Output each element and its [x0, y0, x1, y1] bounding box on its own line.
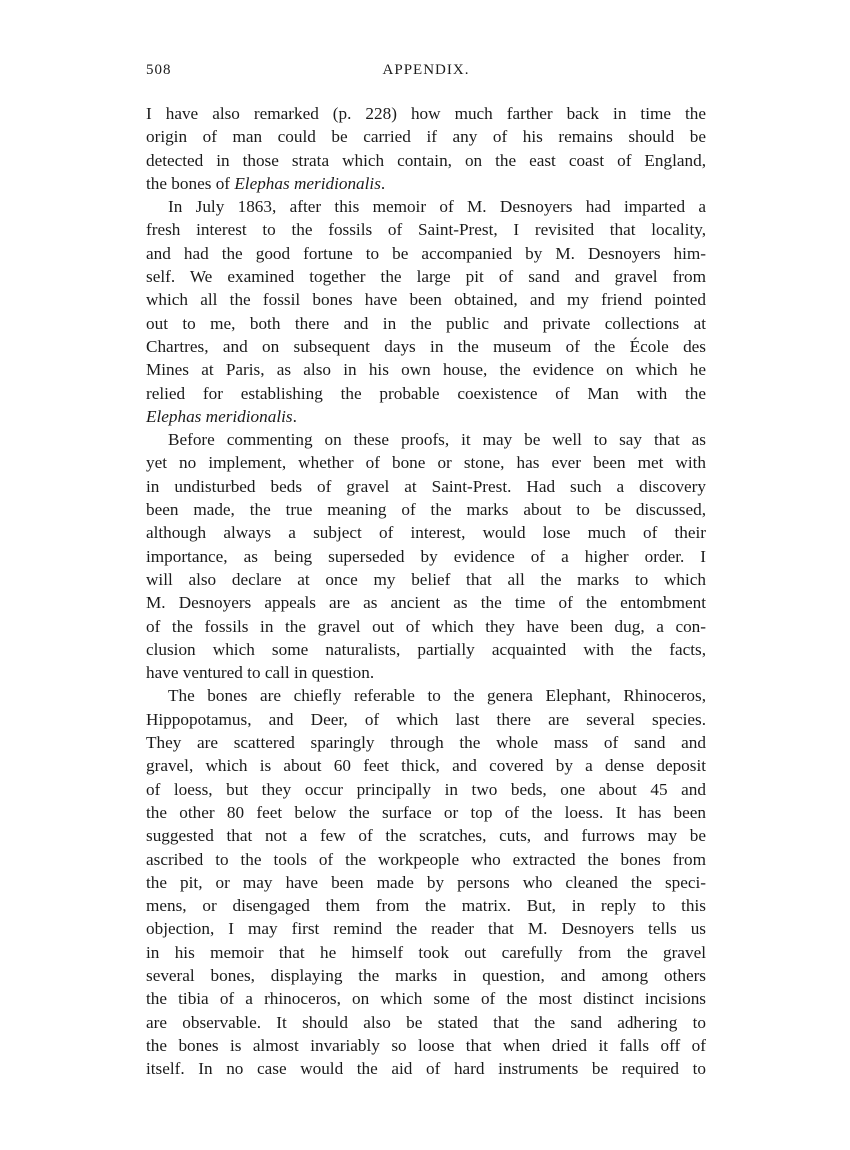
text-line: relied for establishing the probable coexistence of Man with the [146, 383, 706, 403]
text-line: In July 1863, after this memoir of M. Desnoyers had imparted a [168, 197, 706, 217]
text-line: Hippopotamus, and Deer, of which last there are several species. [146, 709, 706, 729]
running-head [146, 58, 706, 86]
text-line: which all the fossil bones have been obtained, and my friend pointed [146, 290, 706, 310]
text-line: suggested that not a few of the scratches, cuts, and furrows may be [146, 826, 706, 846]
text-line: The bones are chiefly referable to the genera Elephant, Rhinoceros, [168, 686, 706, 706]
text-line: ascribed to the tools of the workpeople who extracted the bones from [146, 849, 706, 869]
text-line: fresh interest to the fossils of Saint-Prest, I revisited that locality, [146, 220, 706, 240]
text-line: in his memoir that he himself took out carefully from the gravel [146, 942, 706, 962]
text-line: mens, or disengaged them from the matrix. But, in reply to this [146, 896, 706, 916]
text-line: importance, as being superseded by evidence of a higher order. I [146, 546, 706, 566]
text-line: of loess, but they occur principally in two beds, one about 45 and [146, 779, 706, 799]
text-line: the other 80 feet below the surface or top of the loess. It has been [146, 802, 706, 822]
text-line: origin of man could be carried if any of his remains should be [146, 127, 706, 147]
text-line: will also declare at once my belief that all the marks to which [146, 569, 706, 589]
text-line: objection, I may first remind the reader that M. Desnoyers tells us [146, 919, 706, 939]
body-text [146, 102, 706, 1080]
text-line: out to me, both there and in the public and private collections at [146, 313, 706, 333]
book-page [146, 58, 706, 1080]
text-line: are observable. It should also be stated that the sand adhering to [146, 1012, 706, 1032]
text-line: I have also remarked (p. 228) how much farther back in time the [146, 104, 706, 123]
text-line: the bones of Elephas meridionalis. [146, 173, 386, 193]
paragraph [146, 684, 706, 1080]
text-line: Chartres, and on subsequent days in the museum of the École des [146, 336, 706, 356]
text-line: of the fossils in the gravel out of which they have been dug, a con- [146, 616, 706, 636]
text-line: the pit, or may have been made by persons who cleaned the speci- [146, 872, 706, 892]
text-line: the bones is almost invariably so loose that when dried it falls off of [146, 1035, 706, 1055]
text-line: M. Desnoyers appeals are as ancient as the time of the entombment [146, 593, 706, 613]
text-line: self. We examined together the large pit of sand and gravel from [146, 267, 706, 287]
text-line: Mines at Paris, as also in his own house, the evidence on which he [146, 360, 706, 380]
text-line: and had the good fortune to be accompanied by M. Desnoyers him- [146, 243, 706, 263]
text-line: They are scattered sparingly through the whole mass of sand and [146, 733, 706, 753]
paragraph [146, 195, 706, 428]
page-number: 508 [146, 62, 172, 78]
text-line: although always a subject of interest, would lose much of their [146, 523, 706, 543]
text-line: itself. In no case would the aid of hard instruments be required to [146, 1059, 706, 1079]
text-line: clusion which some naturalists, partially acquainted with the facts, [146, 639, 706, 659]
text-line: have ventured to call in question. [146, 663, 375, 683]
paragraph [146, 428, 706, 684]
text-line: in undisturbed beds of gravel at Saint-Prest. Had such a discovery [146, 476, 706, 496]
paragraph [146, 102, 706, 195]
text-line: been made, the true meaning of the marks about to be discussed, [146, 500, 706, 520]
text-line: yet no implement, whether of bone or stone, has ever been met with [146, 453, 706, 473]
text-line: detected in those strata which contain, on the east coast of England, [146, 150, 706, 170]
running-title: APPENDIX. [382, 62, 470, 78]
text-line: Elephas meridionalis. [146, 406, 297, 426]
text-line: several bones, displaying the marks in question, and among others [146, 965, 706, 985]
text-line: gravel, which is about 60 feet thick, and covered by a dense deposit [146, 756, 706, 776]
text-line: Before commenting on these proofs, it may be well to say that as [168, 430, 706, 450]
text-line: the tibia of a rhinoceros, on which some of the most distinct incisions [146, 989, 706, 1009]
